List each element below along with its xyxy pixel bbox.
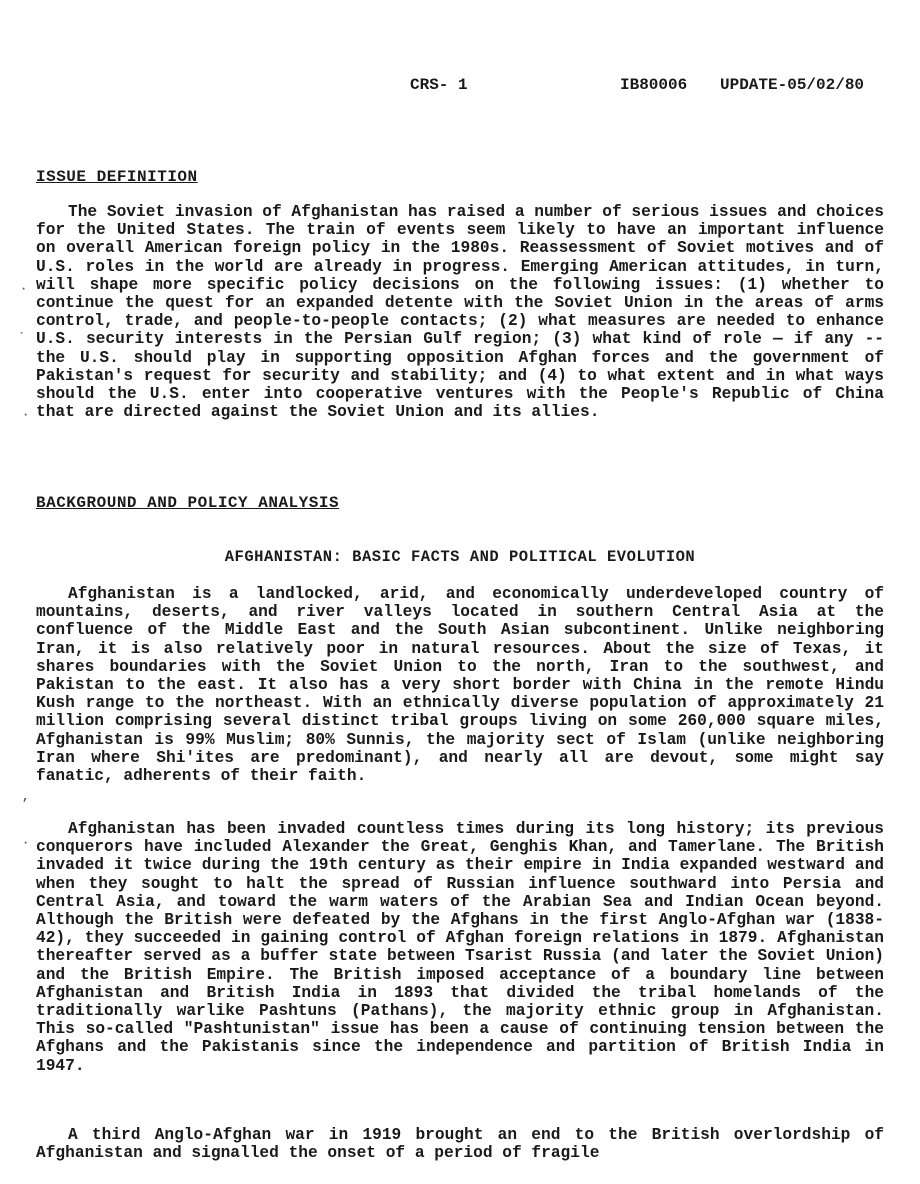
margin-dot-mark: · xyxy=(20,282,28,296)
issue-definition-paragraph: The Soviet invasion of Afghanistan has raised a number of serious issues and choices for the United States. The train of events seem likely to have an important influence on overall American foreign policy in the 1980s. Reassessment of Soviet motives and of U.S. roles in the world are already in progress. Emerging American attitudes, in turn, will shape more specific policy decisions on the following issues: (1) whether to continue the quest for an expanded detente with the Soviet Union in the areas of arms control, trade, and people-to-people contacts; (2) what measures are needed to enhance U.S. security interests in the Persian Gulf region; (3) what kind of role — if any -- the U.S. should play in supporting opposition Afghan forces and the government of Pakistan's request for security and stability; and (4) to what extent and in what ways should the U.S. enter into cooperative ventures with the People's Republic of China that are directed against the Soviet Union and its allies. xyxy=(36,203,884,422)
issue-definition-heading: ISSUE DEFINITION xyxy=(36,168,198,186)
margin-dot-mark: · xyxy=(22,836,30,850)
crs-page-number: CRS- 1 xyxy=(410,76,468,94)
margin-tick-mark: ˙ xyxy=(18,331,26,345)
background-heading: BACKGROUND AND POLICY ANALYSIS xyxy=(36,494,340,512)
margin-dot-mark: · xyxy=(22,408,30,422)
afghanistan-subheading: AFGHANISTAN: BASIC FACTS AND POLITICAL EVOLUTION xyxy=(224,548,696,566)
background-paragraph-1: Afghanistan is a landlocked, arid, and economically underdeveloped country of mountains, deserts, and river valleys located in southern Central Asia at the confluence of the Middle East and the South Asian subcontinent. Unlike neighboring Iran, it is also relatively poor in natural resources. About the size of Texas, it shares boundaries with the Soviet Union to the north, Iran to the southwest, and Pakistan to the east. It also has a very short border with China in the remote Hindu Kush range to the northeast. With an ethnically diverse population of approximately 21 million comprising several distinct tribal groups living on some 260,000 square miles, Afghanistan is 99% Muslim; 80% Sunnis, the majority sect of Islam (unlike neighboring Iran where Shi'ites are predominant), and nearly all are devout, some might say fanatic, adherents of their faith. xyxy=(36,585,884,786)
background-paragraph-2: Afghanistan has been invaded countless times during its long history; its previous conquerors have included Alexander the Great, Genghis Khan, and Tamerlane. The British invaded it twice during the 19th century as their empire in India expanded westward and when they sought to halt the spread of Russian influence southward into Persia and Central Asia, and toward the warm waters of the Arabian Sea and Indian Ocean beyond. Although the British were defeated by the Afghans in the first Anglo-Afghan war (1838-42), they succeeded in gaining control of Afghan foreign relations in 1879. Afghanistan thereafter served as a buffer state between Tsarist Russia (and later the Soviet Union) and the British Empire. The British imposed acceptance of a boundary line between Afghanistan and British India in 1893 that divided the tribal homelands of the traditionally warlike Pashtuns (Pathans), the majority ethnic group in Afghanistan. This so-called "Pashtunistan" issue has been a cause of continuing tension between the Afghans and the Pakistanis since the independence and partition of British India in 1947. xyxy=(36,820,884,1075)
background-paragraph-3: A third Anglo-Afghan war in 1919 brought an end to the British overlordship of Afghanistan and signalled the onset of a period of fragile xyxy=(36,1126,884,1163)
issue-brief-number: IB80006 xyxy=(620,76,688,94)
update-date: UPDATE-05/02/80 xyxy=(720,76,865,94)
margin-comma-mark: , xyxy=(22,790,30,804)
page-header xyxy=(0,76,920,96)
